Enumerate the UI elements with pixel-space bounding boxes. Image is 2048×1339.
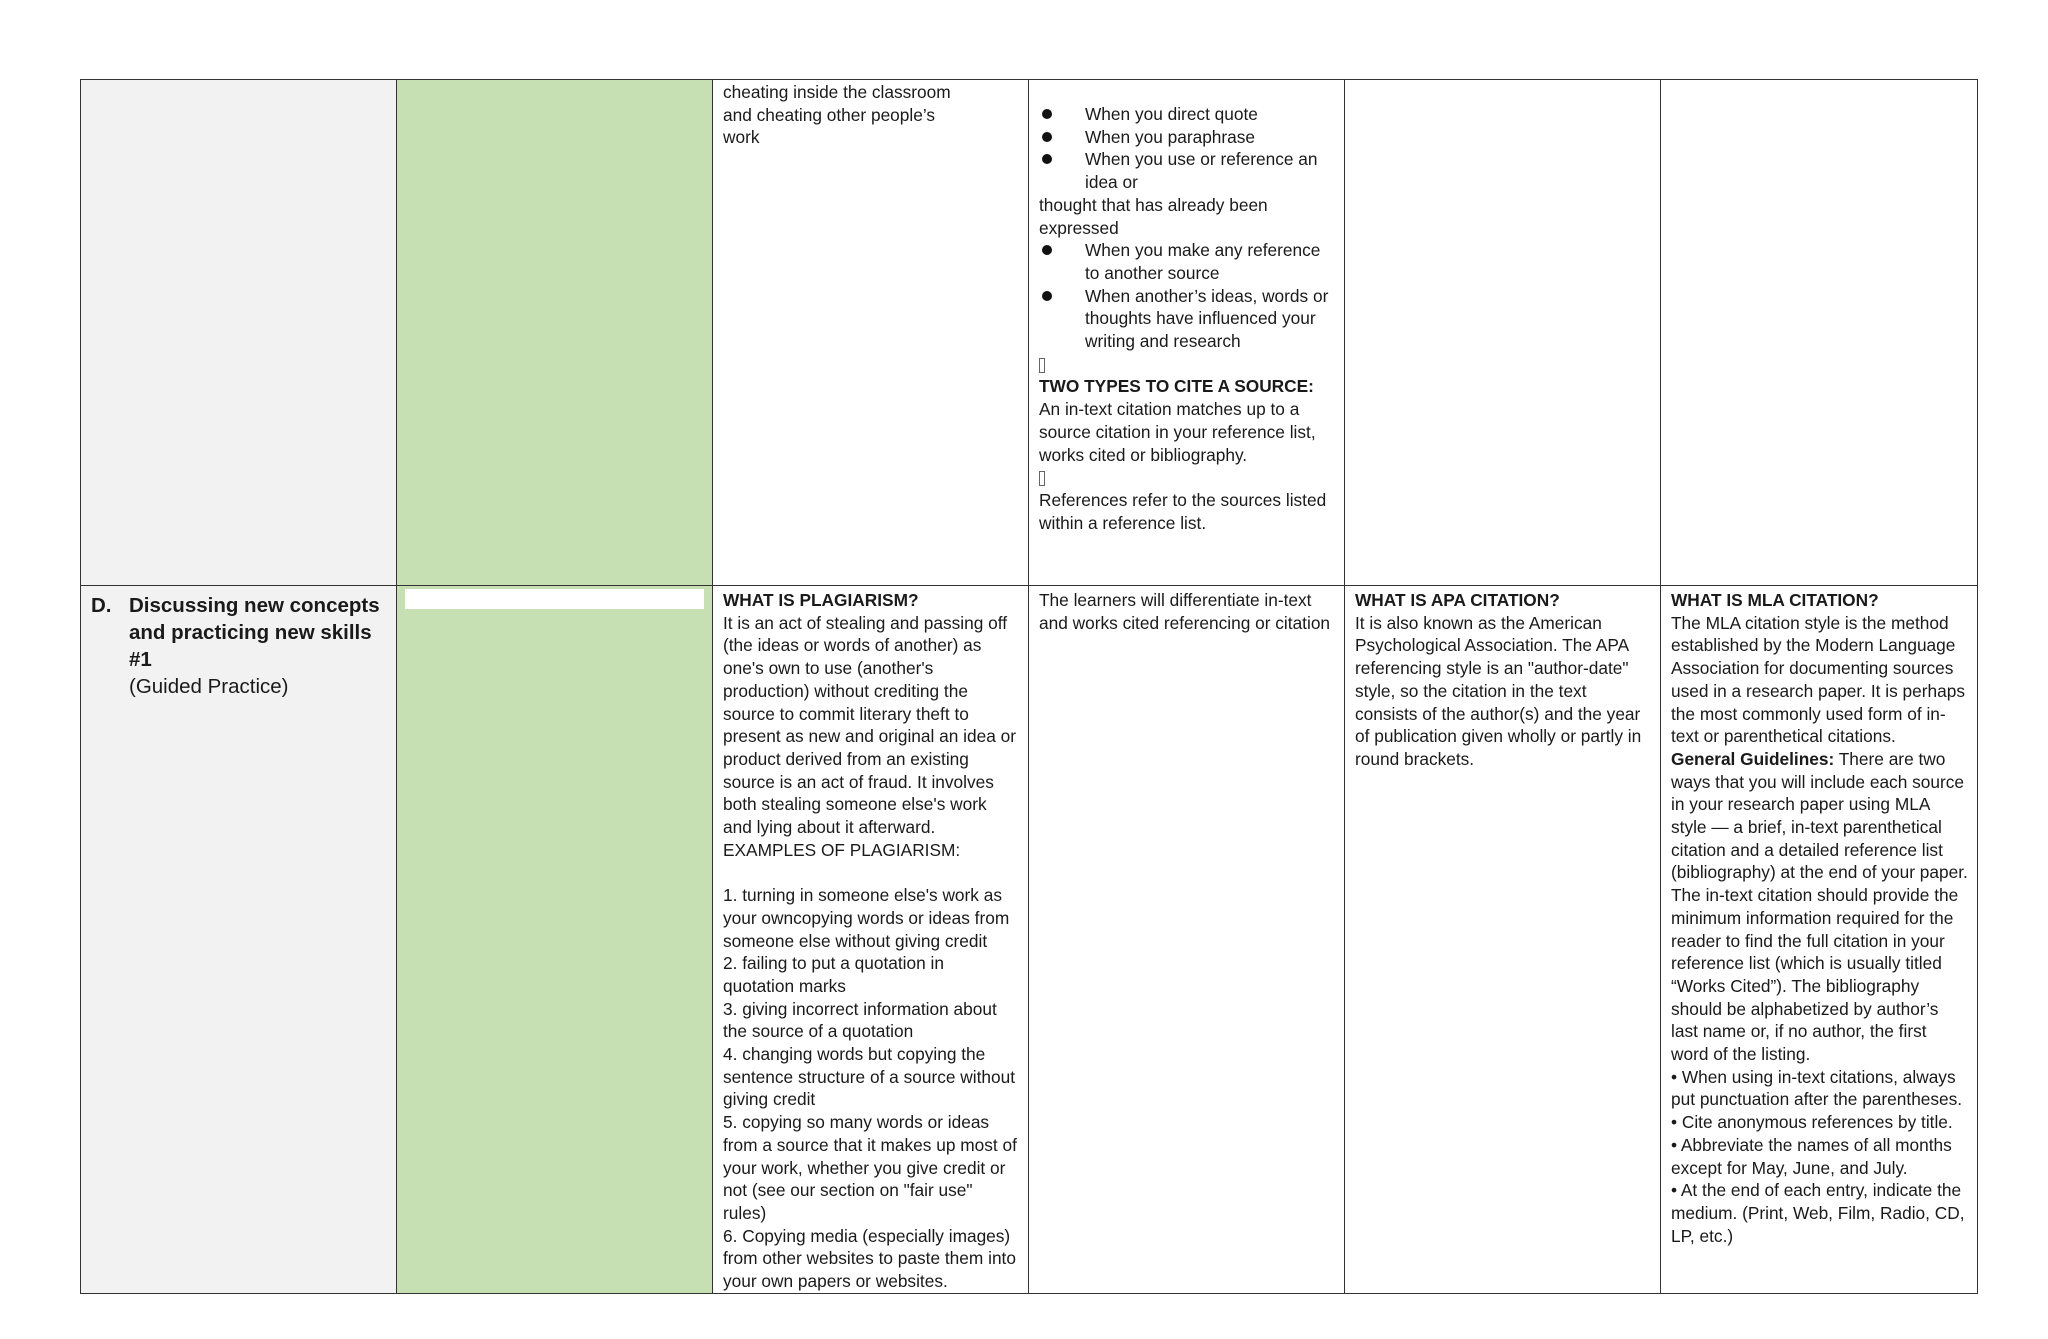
bullet-icon xyxy=(1042,154,1052,164)
section-subtitle: (Guided Practice) xyxy=(129,675,289,698)
row-label-cell xyxy=(81,80,397,586)
missing-glyph-icon xyxy=(1039,466,1335,489)
cite-types-paragraph xyxy=(1039,375,1335,466)
cheating-cell xyxy=(713,80,1029,586)
cite-types-text: An in-text citation matches up to a source citation in your reference list, works cited or bibliography. xyxy=(1039,399,1316,465)
list-item: When you make any reference to another source xyxy=(1039,239,1335,284)
when-to-cite-list xyxy=(1039,103,1335,194)
empty-cell xyxy=(1345,80,1661,586)
bullet-icon xyxy=(1042,109,1052,119)
learners-cell xyxy=(1029,586,1345,1294)
list-item: When you use or reference an idea or xyxy=(1039,148,1335,193)
list-item: When you direct quote xyxy=(1039,103,1335,126)
missing-glyph-icon xyxy=(1039,353,1335,376)
plagiarism-cell xyxy=(713,586,1029,1294)
apa-cell xyxy=(1345,586,1661,1294)
shaded-cell xyxy=(397,80,713,586)
mla-guidelines-heading: General Guidelines: xyxy=(1671,748,1835,769)
plagiarism-text: It is an act of stealing and passing off (the ideas or words of another) as one's own to use (another's production) without crediting the source to commit literary theft to present as new and original an idea or product derived from an existing source is an act of fraud. It involves both stealing someone else's work and lying about it afterward. EXAMPLES OF PLAGIARISM: 1. turning in someone else's work as your owncopying words or ideas from someone else without giving credit 2. failing to put a quotation in quotation marks 3. giving incorrect information about the source of a quotation 4. changing words but copying the sentence structure of a source without giving credit 5. copying so many words or ideas from a source that it makes up most of your work, whether you give credit or not (see our section on "fair use" rules) 6. Copying media (especially images) from other websites to paste them into your own papers or websites. xyxy=(723,612,1017,1292)
table-row xyxy=(81,586,1978,1294)
apa-text: It is also known as the American Psychological Association. The APA referencing style is an "author-date" style, so the citation in the text consists of the author(s) and the year of publication given wholly or partly in round brackets. xyxy=(1355,612,1642,769)
shaded-cell xyxy=(397,586,713,1294)
list-item: When another’s ideas, words or thoughts have influenced your writing and research xyxy=(1039,285,1335,353)
when-to-cite-list-2 xyxy=(1039,239,1335,353)
apa-heading: WHAT IS APA CITATION? xyxy=(1355,590,1560,610)
lesson-plan-table xyxy=(80,79,1978,1294)
cheating-text: cheating inside the classroom and cheating other people’s work xyxy=(723,82,951,148)
bullet-icon xyxy=(1042,132,1052,142)
when-to-cite-cell xyxy=(1029,80,1345,586)
mla-guidelines-text: There are two ways that you will include each source in your research paper using MLA style — a brief, in-text parenthetical citation and a detailed reference list (bibliography) at the end of your paper. The in-text citation should provide the minimum information required for the reader to find the full citation in your reference list (which is usually titled “Works Cited”). The bibliography should be alphabetized by author’s last name or, if no author, the first word of the listing. • When using in-text citations, always put punctuation after the parentheses. • Cite anonymous references by title. • Abbreviate the names of all months except for May, June, and July. • At the end of each entry, indicate the medium. (Print, Web, Film, Radio, CD, LP, etc.) xyxy=(1671,748,1968,1246)
mla-cell xyxy=(1661,586,1978,1294)
mla-guidelines xyxy=(1671,748,1968,1247)
list-item: When you paraphrase xyxy=(1039,126,1335,149)
plagiarism-heading: WHAT IS PLAGIARISM? xyxy=(723,590,919,610)
bullet-icon xyxy=(1042,245,1052,255)
list-continuation-text: thought that has already been expressed xyxy=(1039,194,1268,238)
table-row xyxy=(81,80,1978,586)
cite-types-heading: TWO TYPES TO CITE A SOURCE: xyxy=(1039,376,1314,397)
references-text: References refer to the sources listed within a reference list. xyxy=(1039,489,1327,533)
section-heading xyxy=(91,589,387,700)
blank-field xyxy=(405,589,704,609)
learners-text: The learners will differentiate in-text and works cited referencing or citation xyxy=(1039,590,1331,633)
section-letter: D. xyxy=(91,594,112,617)
row-label-cell xyxy=(81,586,397,1294)
section-title: Discussing new concepts and practicing new skills #1 xyxy=(129,594,380,671)
bullet-icon xyxy=(1042,291,1052,301)
mla-heading: WHAT IS MLA CITATION? xyxy=(1671,590,1879,610)
mla-text: The MLA citation style is the method established by the Modern Language Association for documenting sources used in a research paper. It is perhaps the most commonly used form of in-text or parenthetical citations. xyxy=(1671,612,1965,747)
empty-cell xyxy=(1661,80,1978,586)
